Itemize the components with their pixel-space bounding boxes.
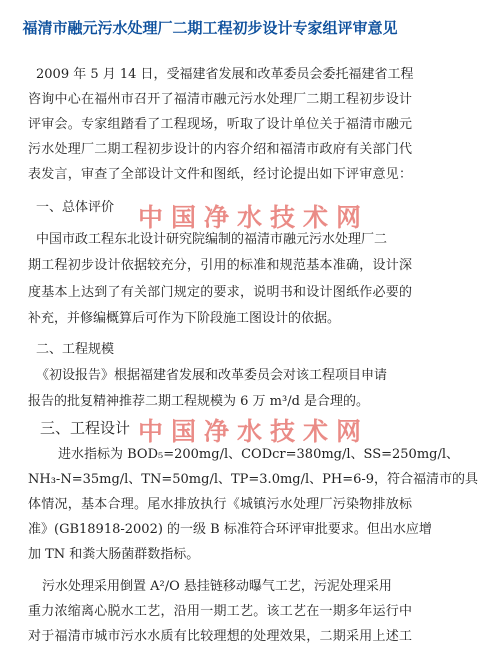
paragraph-1-line-1: 2009 年 5 月 14 日，受福建省发展和改革委员会委托福建省工程 bbox=[36, 67, 414, 82]
paragraph-4-line-5: 加 TN 和粪大肠菌群数指标。 bbox=[28, 547, 200, 562]
paragraph-1-line-4: 污水处理厂二期工程初步设计的内容介绍和福清市政府有关部门代 bbox=[28, 142, 412, 157]
paragraph-1-line-3: 评审会。专家组踏看了工程现场，听取了设计单位关于福清市融元 bbox=[28, 117, 412, 132]
paragraph-1-line-2: 咨询中心在福州市召开了福清市融元污水处理厂二期工程初步设计 bbox=[28, 92, 412, 107]
paragraph-3-line-2: 报告的批复精神推荐二期工程规模为 6 万 m³/d 是合理的。 bbox=[28, 394, 370, 409]
paragraph-2-line-3: 度基本上达到了有关部门规定的要求，说明书和设计图纸作必要的 bbox=[28, 285, 412, 300]
paragraph-2-line-4: 补充，并修编概算后可作为下阶段施工图设计的依据。 bbox=[28, 311, 341, 326]
paragraph-4-line-3: 体情况，基本合理。尾水排放执行《城镇污水处理厂污染物排放标 bbox=[28, 497, 412, 512]
paragraph-2-line-1: 中国市政工程东北设计研究院编制的福清市融元污水处理厂二 bbox=[36, 232, 388, 247]
watermark-1: 中国净水技术网 bbox=[138, 203, 370, 232]
paragraph-4-line-4: 准》(GB18918-2002) 的一级 B 标准符合环评审批要求。但出水应增 bbox=[28, 522, 432, 537]
section-3-heading: 三、工程设计 bbox=[40, 419, 131, 437]
paragraph-4-line-2: NH₃-N=35mg/l、TN=50mg/l、TP=3.0mg/l、PH=6-9，符合福清市的具 bbox=[28, 472, 478, 487]
paragraph-2-line-2: 期工程初步设计依据较充分，引用的标准和规范基本准确，设计深 bbox=[28, 258, 412, 273]
document-title: 福清市融元污水处理厂二期工程初步设计专家组评审意见 bbox=[22, 19, 398, 37]
paragraph-5-line-3: 对于福清市城市污水水质有比较理想的处理效果，二期采用上述工 bbox=[28, 629, 412, 644]
paragraph-1-line-5: 表发言，审查了全部设计文件和图纸，经讨论提出如下评审意见： bbox=[28, 167, 412, 182]
section-2-heading: 二、工程规模 bbox=[36, 342, 115, 357]
paragraph-3-line-1: 《初设报告》根据福建省发展和改革委员会对该工程项目申请 bbox=[36, 368, 388, 383]
watermark-2: 中国净水技术网 bbox=[138, 417, 370, 446]
paragraph-5-line-2: 重力浓缩离心脱水工艺，沿用一期工艺。该工艺在一期多年运行中 bbox=[28, 604, 412, 619]
paragraph-4-line-1: 进水指标为 BOD₅=200mg/l、CODcr=380mg/l、SS=250mg/l、 bbox=[58, 447, 460, 462]
section-1-heading: 一、总体评价 bbox=[36, 200, 115, 215]
paragraph-5-line-1: 污水处理采用倒置 A²/O 悬挂链移动曝气工艺，污泥处理采用 bbox=[42, 579, 392, 594]
